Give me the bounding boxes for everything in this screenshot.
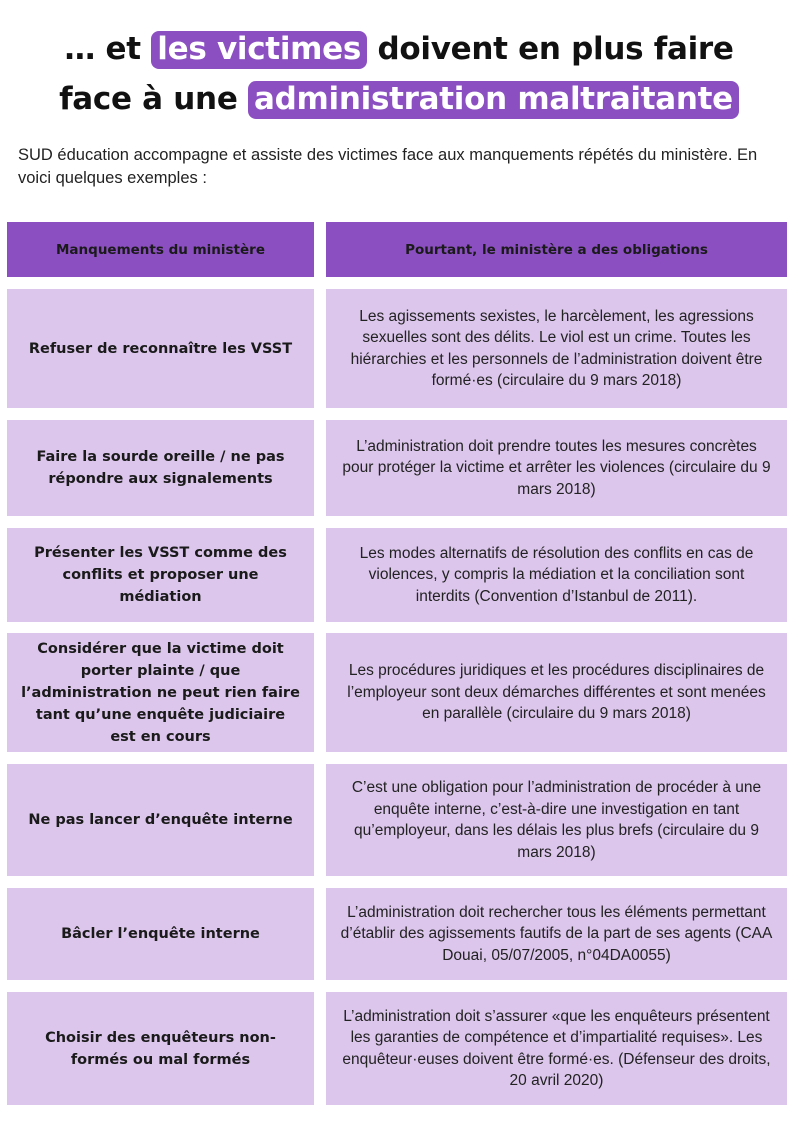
row-7-manquement: Choisir des enquêteurs non-formés ou mal formés: [7, 992, 314, 1105]
title-line-2: [0, 74, 798, 124]
row-3-obligation: Les modes alternatifs de résolution des conflits en cas de violences, y compris la médiation et la conciliation sont interdits (Convention d’Istanbul de 2011).: [326, 528, 787, 622]
title-text: doivent en plus faire: [367, 31, 734, 67]
row-1-obligation: Les agissements sexistes, le harcèlement, les agressions sexuelles sont des délits. Le viol est un crime. Toutes les hiérarchies et les personnels de l’administration doivent être formé·es (circulaire du 9 mars 2018): [326, 289, 787, 408]
title-highlight-administration: administration maltraitante: [248, 81, 739, 119]
row-6-obligation: L’administration doit rechercher tous les éléments permettant d’établir des agissements fautifs de la part de ses agents (CAA Douai, 05/07/2005, n°04DA0055): [326, 888, 787, 980]
title-highlight-victimes: les victimes: [151, 31, 367, 69]
intro-paragraph: SUD éducation accompagne et assiste des victimes face aux manquements répétés du ministère. En voici quelques exemples :: [18, 146, 758, 187]
row-4-manquement: Considérer que la victime doit porter plainte / que l’administration ne peut rien faire tant qu’une enquête judiciaire est en cours: [7, 633, 314, 752]
title-line-1: [0, 24, 798, 74]
column-header-manquements: Manquements du ministère: [7, 222, 314, 277]
row-7-obligation: L’administration doit s’assurer «que les enquêteurs présentent les garanties de compétence et d’impartialité requises». Les enquêteur·euses doivent être formé·es. (Défenseur des droits, 20 avril 2020): [326, 992, 787, 1105]
title-text: … et: [64, 31, 152, 67]
page-title: [0, 24, 798, 124]
row-5-obligation: C’est une obligation pour l’administration de procéder à une enquête interne, c’est-à-dire une investigation en tant qu’employeur, dans les délais les plus brefs (circulaire du 9 mars 2018): [326, 764, 787, 876]
row-2-manquement: Faire la sourde oreille / ne pas répondre aux signalements: [7, 420, 314, 516]
row-4-obligation: Les procédures juridiques et les procédures disciplinaires de l’employeur sont deux démarches différentes et sont menées en parallèle (circulaire du 9 mars 2018): [326, 633, 787, 752]
column-header-obligations: Pourtant, le ministère a des obligations: [326, 222, 787, 277]
title-text: face à une: [59, 81, 249, 117]
row-5-manquement: Ne pas lancer d’enquête interne: [7, 764, 314, 876]
row-6-manquement: Bâcler l’enquête interne: [7, 888, 314, 980]
row-2-obligation: L’administration doit prendre toutes les mesures concrètes pour protéger la victime et arrêter les violences (circulaire du 9 mars 2018): [326, 420, 787, 516]
row-3-manquement: Présenter les VSST comme des conflits et proposer une médiation: [7, 528, 314, 622]
row-1-manquement: Refuser de reconnaître les VSST: [7, 289, 314, 408]
